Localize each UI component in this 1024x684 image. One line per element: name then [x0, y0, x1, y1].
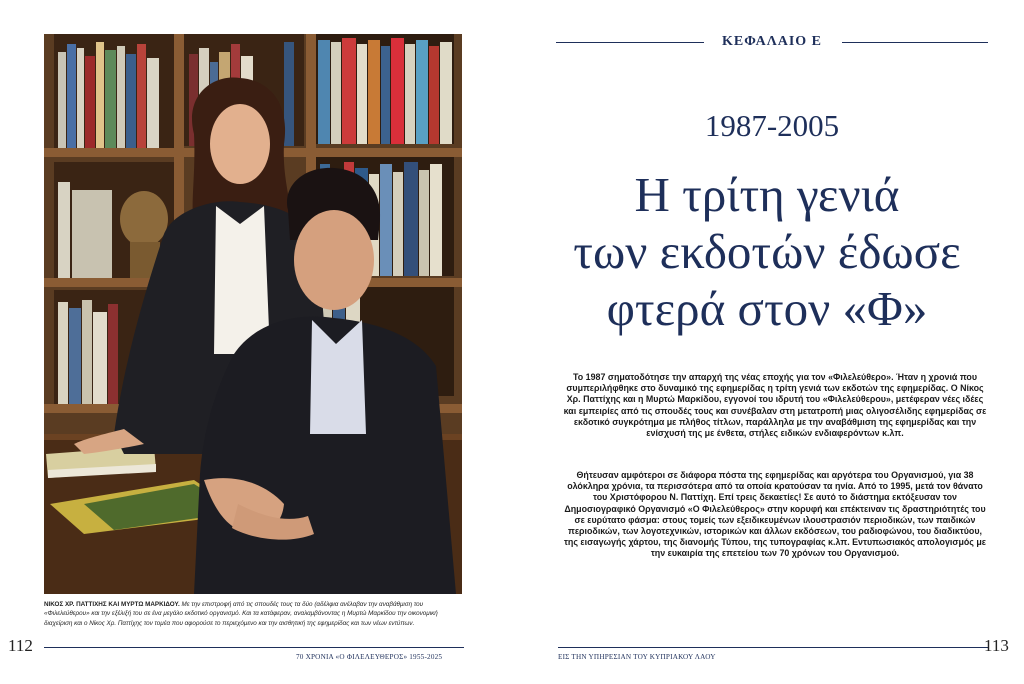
footer-rule-left	[44, 647, 464, 648]
footer-left: 70 ΧΡΟΝΙΑ «Ο ΦΙΛΕΛΕΥΘΕΡΟΣ» 1955-2025	[296, 653, 443, 661]
paragraph-2: Θήτευσαν αμφότεροι σε διάφορα πόστα της εφημερίδας και αργότερα του Οργανισμού, για 38 ολόκληρα χρόνια, τα περισσότερα από τα οποία κρατούσαν τα ηνία. Από το 1995, μετά τον θάνατο του Χριστόφορου Ν. Παττίχη. Επί τρεις δεκαετίες! Σε αυτό το διάστημα εκτόξευσαν τον Δημοσιογραφικό Οργανισμό «Ο Φιλελεύθερος» στην κορυφή και επέκτειναν τις δραστηριότητές του σε ευρύτατο φάσμα: στους τομείς των εξειδικευμένων ιλουστρασιόν περιοδικών, των παιδικών περιοδικών, των λογοτεχνικών, ιστορικών και άλλων εκδόσεων, του ραδιοφώνου, του διαδικτύου, της εισαγωγής χάρτου, της διανομής Τύπου, της τυπογραφίας κ.λπ. Εντυπωσιακός απολογισμός με την ευκαιρία της επετείου των 70 χρόνων του Οργανισμού.	[563, 470, 987, 559]
headline-line-1: Η τρίτη γενιά	[634, 167, 900, 222]
photo-caption	[44, 600, 464, 628]
years-heading: 1987-2005	[704, 108, 840, 143]
page-number-right: 113	[984, 636, 1009, 655]
footer-right: ΕΙΣ ΤΗΝ ΥΠΗΡΕΣΙΑΝ ΤΟΥ ΚΥΠΡΙΑΚΟΥ ΛΑΟΥ	[558, 653, 716, 661]
headline-line-2: των εκδοτών έδωσε	[573, 224, 961, 279]
portrait-photo	[44, 34, 462, 594]
paragraph-1: Το 1987 σηματοδότησε την απαρχή της νέας εποχής για τον «Φιλελεύθερο». Ήταν η χρονιά που συμπεριλήφθηκε στο δυναμικό της εφημερίδας η τρίτη γενιά των εκδοτών της εφημερίδας. Ο Νίκος Χρ. Παττίχης και η Μυρτώ Μαρκίδου, εγγονοί του ιδρυτή του «Φιλελεύθερου», μετέφεραν νέες ιδέες και εμπειρίες από τις σπουδές τους και συνέβαλαν στη μετατροπή μιας ολιγοσέλιδης εφημερίδας σε εκδοτικό συγκρότημα με πλήθος τίτλων, παράλληλα με την αναβάθμιση της εφημερίδας και την ενίσχυσή της με ένθετα, στήλες ειδικών ενδιαφερόντων κ.λπ.	[563, 372, 987, 439]
headline-line-3: φτερά στον «Φ»	[606, 281, 928, 336]
headline	[532, 166, 1002, 337]
right-page	[512, 0, 1024, 684]
footer-rule-right	[558, 647, 988, 648]
chapter-header	[556, 34, 988, 50]
caption-names: ΝΙΚΟΣ ΧΡ. ΠΑΤΤΙΧΗΣ ΚΑΙ ΜΥΡΤΩ ΜΑΡΚΙΔΟΥ.	[44, 601, 180, 608]
page-number-left: 112	[8, 636, 33, 655]
chapter-label: ΚΕΦΑΛΑΙΟ Ε	[721, 34, 823, 49]
caption-text: Με την επιστροφή από τις σπουδές τους τα δύο (αδέλφια ανέλαβαν την αναβάθμιση του «Φιλελεύθερου» και την εξέλιξή του σε ένα μεγάλο εκδοτικό οργανισμό. Και τα κατάφεραν, αναλαμβάνοντας η Μυρτώ Μαρκίδου την οικονομική διαχείριση και ο Νίκος Χρ. Παττίχης τον τομέα που αφορούσε το περιεχόμενο και την αισθητική της εφημερίδας και των νέων εντύπων.	[44, 601, 438, 627]
